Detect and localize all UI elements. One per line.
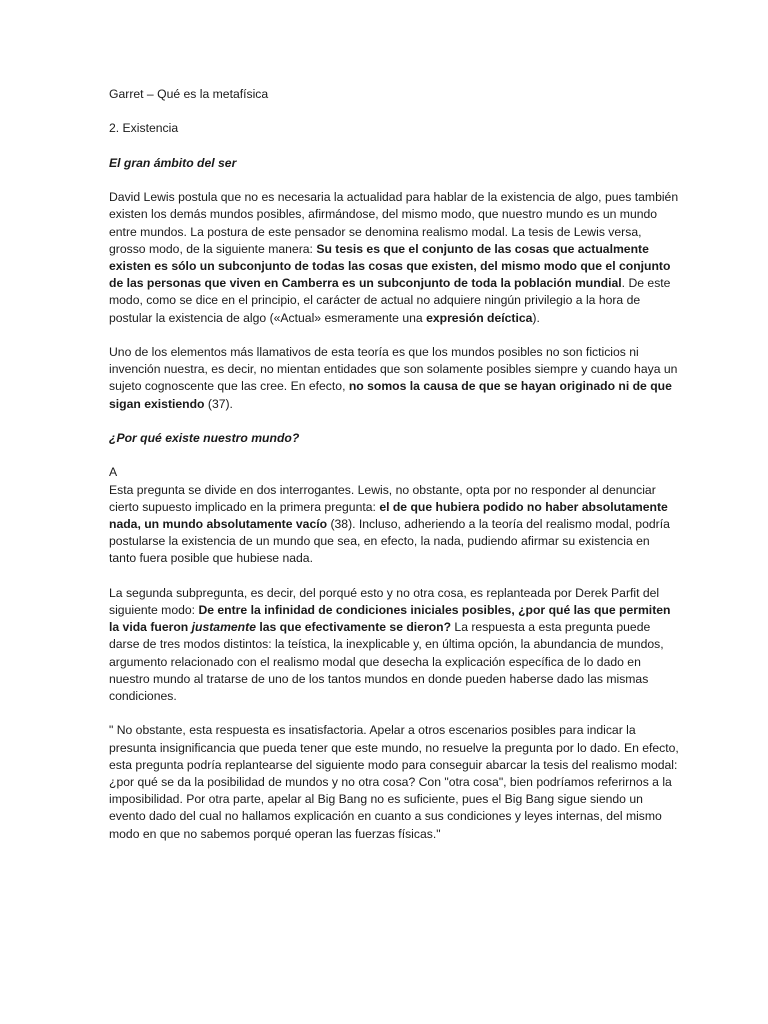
paragraph-text: ). xyxy=(532,310,540,325)
section-heading-gran-ambito: El gran ámbito del ser xyxy=(109,155,237,170)
paragraph-text: La respuesta a esta pregunta puede darse de tres modos distintos: la teística, la inexplicable y, en última opción, la abundancia de mundos, argumento relacionado con el realismo modal que desecha la explicación específica de lo dado en nuestro mundo al tratarse de uno de los tantos mundos en donde pueden haberse dado las mismas condiciones. xyxy=(109,620,664,703)
bold-quote-parfit-end: las que efectivamente se dieron? xyxy=(255,620,452,635)
paragraph-mundos-posibles xyxy=(109,344,679,413)
bold-quote-tesis: Su tesis es que el conjunto de las cosas que actualmente existen es sólo un subconjunto de todas las cosas que existen, del mismo modo que el conjunto de las personas que viven en Camberra es un subconjunto de toda la población mundial xyxy=(109,241,671,291)
paragraph-text: Esta pregunta se divide en dos interrogantes. Lewis, no obstante, opta por no responder al denunciar cierto supuesto implicado en la primera pregunta: xyxy=(109,482,656,514)
paragraph-text: . De este modo, como se dice en el principio, el carácter de actual no adquiere ningún privilegio a la hora de postular la existencia de algo («Actual» esmeramente una xyxy=(109,276,671,325)
paragraph-text: (37). xyxy=(204,396,233,411)
paragraph-lewis-realismo-modal xyxy=(109,189,679,327)
section-number: 2. Existencia xyxy=(109,121,179,136)
document-body xyxy=(109,86,679,860)
bold-quote-parfit: De entre la infinidad de condiciones iniciales posibles, ¿por qué las que permiten la vida fueron xyxy=(109,602,671,635)
section-heading-por-que-existe: ¿Por qué existe nuestro mundo? xyxy=(109,430,300,445)
bold-term-expresion-deictica: expresión deíctica xyxy=(426,310,533,325)
paragraph-text: Uno de los elementos más llamativos de esta teoría es que los mundos posibles no son ficticios ni invención nuestra, es decir, no mientan entidades que son solamente posibles siempre y cuando haya un sujeto cognoscente que las cree. En efecto, xyxy=(109,344,678,394)
bold-italic-justamente: justamente xyxy=(191,620,256,635)
paragraph-insatisfactoria: " No obstante, esta respuesta es insatisfactoria. Apelar a otros escenarios posibles para indicar la presunta insignificancia que pueda tener que este mundo, no resuelve la pregunta por lo dado. En efecto, esta pregunta podría replantearse del siguiente modo para conseguir abarcar la tesis del realismo modal: ¿por qué se da la posibilidad de mundos y no otra cosa? Con "otra cosa", bien podríamos referirnos a la imposibilidad. Por otra parte, apelar al Big Bang no es suficiente, pues el Big Bang sigue siendo un evento dado del cual no hallamos explicación en cuanto a sus condiciones y leyes internas, del mismo modo en que no sabemos porqué operan las fuerzas físicas." xyxy=(109,723,679,841)
paragraph-text: La segunda subpregunta, es decir, del porqué esto y no otra cosa, es replanteada por Derek Parfit del siguiente modo: xyxy=(109,585,660,617)
bold-quote-nada: el de que hubiera podido no haber absolutamente nada, un mundo absolutamente vacío xyxy=(109,499,668,531)
paragraph-parfit xyxy=(109,585,679,705)
marker-a: A xyxy=(109,465,118,480)
paragraph-text: (38). Incluso, adheriendo a la teoría del realismo modal, podría postularse la existencia de un mundo que sea, en efecto, la nada, pudiendo afirmar su existencia en tanto fuera posible que hubiese nada. xyxy=(109,516,670,566)
paragraph-text: David Lewis postula que no es necesaria la actualidad para hablar de la existencia de algo, pues también existen los demás mundos posibles, afirmándose, del mismo modo, que nuestro mundo es un mundo entre mundos. La postura de este pensador se denomina realismo modal. La tesis de Lewis versa, grosso modo, de la siguiente manera: xyxy=(109,190,679,256)
bold-quote-causa: no somos la causa de que se hayan originado ni de que sigan existiendo xyxy=(109,379,672,411)
paragraph-dos-interrogantes xyxy=(109,464,679,567)
document-title: Garret – Qué es la metafísica xyxy=(109,87,269,101)
